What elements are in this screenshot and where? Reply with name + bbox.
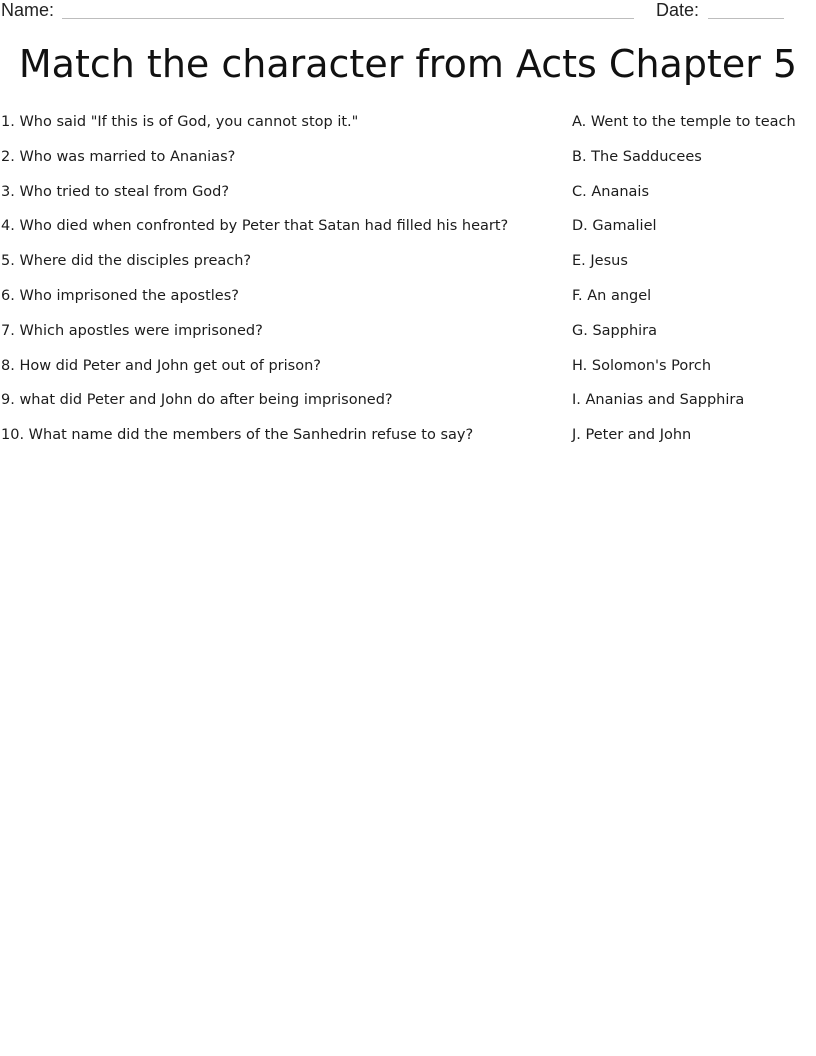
question-item: 1. Who said "If this is of God, you cannot stop it.": [1, 114, 359, 130]
answer-item: I. Ananias and Sapphira: [572, 392, 745, 409]
worksheet-header: [0, 0, 816, 24]
question-item: 9. what did Peter and John do after being imprisoned?: [1, 392, 393, 409]
question-item: 5. Where did the disciples preach?: [1, 253, 252, 270]
question-list: [1, 112, 561, 460]
date-label: Date:: [656, 0, 700, 20]
answer-list: [572, 112, 816, 460]
question-item: 10. What name did the members of the Sanhedrin refuse to say?: [1, 427, 474, 444]
question-item: 8. How did Peter and John get out of prison?: [1, 357, 321, 374]
question-item: 2. Who was married to Ananias?: [1, 148, 236, 165]
name-label: Name:: [1, 0, 55, 20]
name-blank-line: [62, 18, 634, 19]
question-item: 6. Who imprisoned the apostles?: [1, 287, 239, 304]
date-blank-line: [708, 18, 784, 19]
question-item: 7. Which apostles were imprisoned?: [1, 322, 263, 339]
answer-item: H. Solomon's Porch: [572, 357, 712, 374]
answer-item: F. An angel: [572, 287, 652, 304]
answer-item: D. Gamaliel: [572, 218, 657, 235]
answer-item: E. Jesus: [572, 253, 628, 270]
page-title: Match the character from Acts Chapter 5: [18, 42, 798, 86]
answer-item: B. The Sadducees: [572, 148, 702, 165]
answer-item: G. Sapphira: [572, 322, 658, 339]
question-item: 3. Who tried to steal from God?: [1, 183, 230, 200]
question-item: 4. Who died when confronted by Peter that Satan had filled his heart?: [1, 218, 509, 235]
answer-item: A. Went to the temple to teach: [572, 114, 796, 130]
answer-item: J. Peter and John: [572, 427, 692, 444]
answer-item: C. Ananais: [572, 183, 649, 200]
